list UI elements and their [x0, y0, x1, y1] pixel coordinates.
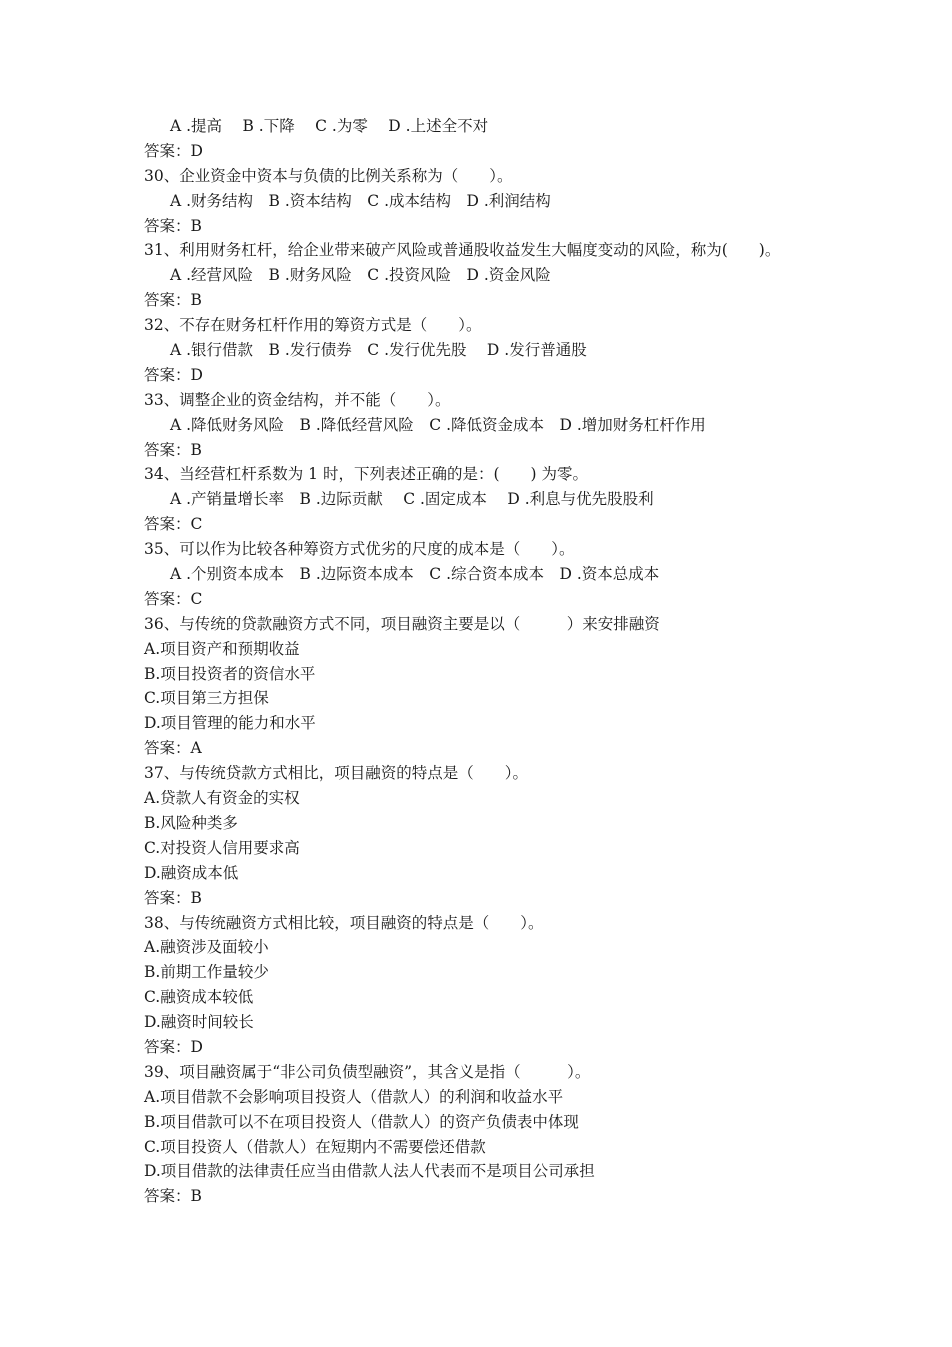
- choice-line: C.项目第三方担保: [144, 689, 269, 708]
- options-row: A .产销量增长率 B .边际贡献 C .固定成本 D .利息与优先股股利: [170, 490, 654, 509]
- choice-line: C.项目投资人（借款人）在短期内不需要偿还借款: [144, 1137, 486, 1156]
- answer-line: 答案：B: [144, 291, 202, 310]
- answer-line: 答案：B: [144, 216, 202, 235]
- choice-line: A.项目借款不会影响项目投资人（借款人）的利润和收益水平: [144, 1087, 564, 1106]
- choice-line: B.风险种类多: [144, 813, 238, 832]
- answer-line: 答案：C: [144, 589, 203, 608]
- choice-line: B.前期工作量较少: [144, 963, 269, 982]
- choice-line: C.对投资人信用要求高: [144, 838, 300, 857]
- question-text: 30、企业资金中资本与负债的比例关系称为（ ）。: [144, 166, 513, 185]
- question-text: 39、项目融资属于“非公司负债型融资”，其含义是指（ ）。: [144, 1062, 591, 1081]
- question-text: 35、可以作为比较各种筹资方式优劣的尺度的成本是（ ）。: [144, 540, 575, 559]
- choice-line: C.融资成本较低: [144, 988, 254, 1007]
- answer-line: 答案：C: [144, 515, 203, 534]
- options-row: A .个别资本成本 B .边际资本成本 C .综合资本成本 D .资本总成本: [170, 565, 660, 584]
- answer-line: 答案：D: [144, 141, 203, 160]
- question-text: 34、当经营杠杆系数为 1 时，下列表述正确的是：( ) 为零。: [144, 465, 588, 484]
- options-row: A .财务结构 B .资本结构 C .成本结构 D .利润结构: [170, 191, 551, 210]
- options-row: A .降低财务风险 B .降低经营风险 C .降低资金成本 D .增加财务杠杆作用: [170, 415, 706, 434]
- question-list: [144, 114, 824, 1209]
- choice-line: D.项目管理的能力和水平: [144, 714, 316, 733]
- options-row: A .经营风险 B .财务风险 C .投资风险 D .资金风险: [170, 266, 551, 285]
- options-row: A .银行借款 B .发行债券 C .发行优先股 D .发行普通股: [170, 341, 587, 360]
- question-text: 37、与传统贷款方式相比，项目融资的特点是（ ）。: [144, 764, 528, 783]
- choice-line: A.融资涉及面较小: [144, 938, 269, 957]
- choice-line: D.项目借款的法律责任应当由借款人法人代表而不是项目公司承担: [144, 1162, 595, 1181]
- answer-line: 答案：B: [144, 1187, 202, 1206]
- answer-line: 答案：B: [144, 440, 202, 459]
- choice-line: D.融资成本低: [144, 863, 239, 882]
- choice-line: B.项目借款可以不在项目投资人（借款人）的资产负债表中体现: [144, 1112, 579, 1131]
- choice-line: A.贷款人有资金的实权: [144, 789, 300, 808]
- question-text: 36、与传统的贷款融资方式不同，项目融资主要是以（ ）来安排融资: [144, 614, 660, 633]
- question-text: 33、调整企业的资金结构，并不能（ ）。: [144, 390, 451, 409]
- choice-line: A.项目资产和预期收益: [144, 639, 300, 658]
- answer-line: 答案：B: [144, 888, 202, 907]
- answer-line: 答案：D: [144, 365, 203, 384]
- options-row: A .提高 B .下降 C .为零 D .上述全不对: [170, 117, 489, 135]
- question-text: 32、不存在财务杠杆作用的筹资方式是（ ）。: [144, 316, 482, 335]
- answer-line: 答案：D: [144, 1037, 203, 1056]
- question-text: 31、利用财务杠杆，给企业带来破产风险或普通股收益发生大幅度变动的风险，称为( )。: [144, 241, 781, 260]
- choice-line: D.融资时间较长: [144, 1013, 254, 1032]
- answer-line: 答案：A: [144, 739, 202, 758]
- question-text: 38、与传统融资方式相比较，项目融资的特点是（ ）。: [144, 913, 544, 932]
- choice-line: B.项目投资者的资信水平: [144, 664, 316, 683]
